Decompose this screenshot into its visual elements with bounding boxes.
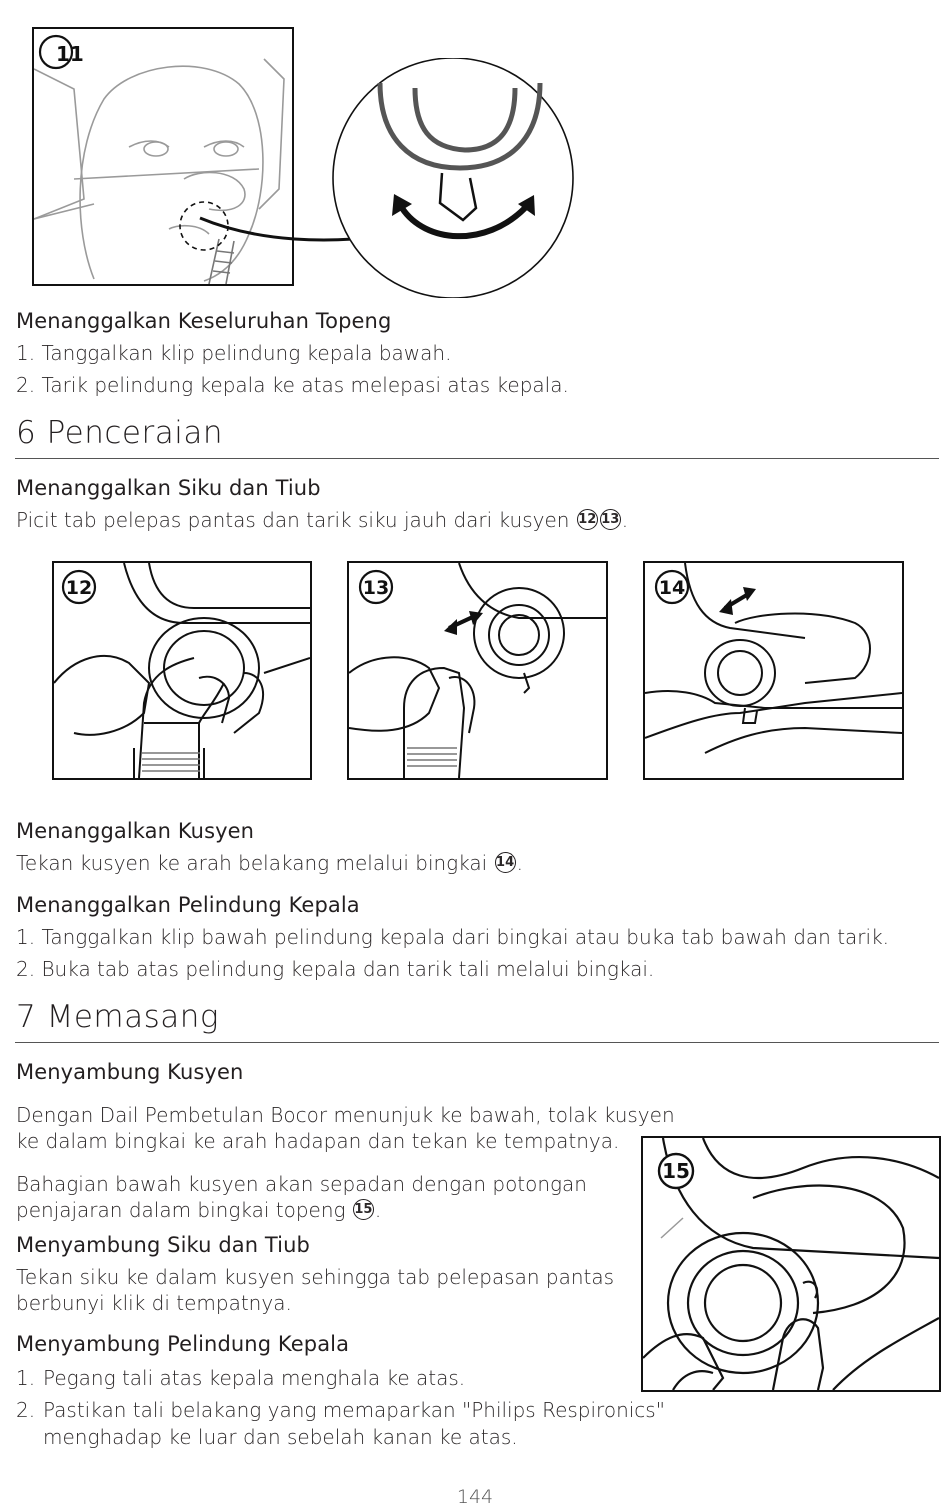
remove-cushion-body: Tekan kusyen ke arah belakang melalui bingkai [16, 851, 488, 875]
attach-headgear-item-1: Pegang tali atas kepala menghala ke atas. [43, 1366, 466, 1390]
remove-mask-step-1: 1. Tanggalkan klip pelindung kepala bawah. [16, 341, 452, 365]
remove-mask-step-2: 2. Tarik pelindung kepala ke atas melepasi atas kepala. [16, 373, 569, 397]
attach-cushion-para1-line1: Dengan Dail Pembetulan Bocor menunjuk ke bawah, tolak kusyen [16, 1103, 675, 1127]
remove-mask-heading: Menanggalkan Keseluruhan Topeng [16, 309, 392, 333]
attach-headgear-item-2-num: 2. [16, 1398, 36, 1422]
figure-ref-14: 14 [495, 852, 516, 873]
section-7-divider [15, 1042, 939, 1043]
remove-elbow-body: Picit tab pelepas pantas dan tarik siku jauh dari kusyen [16, 508, 570, 532]
elbow-pull-drawing [349, 563, 606, 778]
remove-headgear-step-2: 2. Buka tab atas pelindung kepala dan tarik tali melalui bingkai. [16, 957, 655, 981]
attach-headgear-item-2-line1: Pastikan tali belakang yang memaparkan "Philips Respironics" [43, 1398, 665, 1422]
attach-cushion-heading: Menyambung Kusyen [16, 1060, 244, 1084]
figure-15-illustration [641, 1136, 941, 1392]
attach-headgear-item-1-num: 1. [16, 1366, 36, 1390]
remove-cushion-text [16, 851, 523, 875]
remove-elbow-text [16, 508, 628, 532]
remove-headgear-heading: Menanggalkan Pelindung Kepala [16, 893, 360, 917]
figure-13-illustration [347, 561, 608, 780]
attach-elbow-heading: Menyambung Siku dan Tiub [16, 1233, 310, 1257]
figure-12-number: 12 [65, 577, 93, 599]
attach-cushion-para1-line2: ke dalam bingkai ke arah hadapan dan tekan ke tempatnya. [16, 1129, 620, 1153]
figure-14-illustration [643, 561, 904, 780]
attach-headgear-heading: Menyambung Pelindung Kepala [16, 1332, 350, 1356]
figure-ref-12: 12 [577, 509, 598, 530]
attach-elbow-line2: berbunyi klik di tempatnya. [16, 1291, 292, 1315]
sentence-end: . [374, 1198, 382, 1222]
section-6-title: 6 Penceraian [16, 415, 224, 451]
attach-cushion-para2-line2-wrap [16, 1198, 381, 1222]
sentence-end: . [516, 851, 523, 875]
sentence-end: . [621, 508, 629, 532]
attach-elbow-line1: Tekan siku ke dalam kusyen sehingga tab pelepasan pantas [16, 1265, 615, 1289]
figure-11-number: 11 [56, 42, 84, 66]
page-number: 144 [456, 1486, 494, 1508]
figure-15-number: 15 [662, 1159, 690, 1183]
cushion-attach-drawing [643, 1138, 939, 1390]
remove-elbow-heading: Menanggalkan Siku dan Tiub [16, 476, 321, 500]
elbow-squeeze-drawing [54, 563, 310, 778]
figure-ref-13: 13 [600, 509, 621, 530]
attach-cushion-para2-line2: penjajaran dalam bingkai topeng [16, 1198, 346, 1222]
figure-14-number: 14 [658, 577, 686, 599]
figure-ref-15: 15 [353, 1199, 374, 1220]
figure-11-detail-zoom [180, 58, 580, 298]
remove-cushion-heading: Menanggalkan Kusyen [16, 819, 255, 843]
figure-13-number: 13 [362, 577, 390, 599]
attach-cushion-para2-line1: Bahagian bawah kusyen akan sepadan dengan potongan [16, 1172, 587, 1196]
figure-12-illustration [52, 561, 312, 780]
cushion-push-drawing [645, 563, 902, 778]
section-7-title: 7 Memasang [16, 999, 219, 1035]
remove-headgear-step-1: 1. Tanggalkan klip bawah pelindung kepala dari bingkai atau buka tab bawah dan tarik. [16, 925, 890, 949]
attach-headgear-item-2-line2: menghadap ke luar dan sebelah kanan ke atas. [43, 1425, 518, 1449]
section-6-divider [15, 458, 939, 459]
